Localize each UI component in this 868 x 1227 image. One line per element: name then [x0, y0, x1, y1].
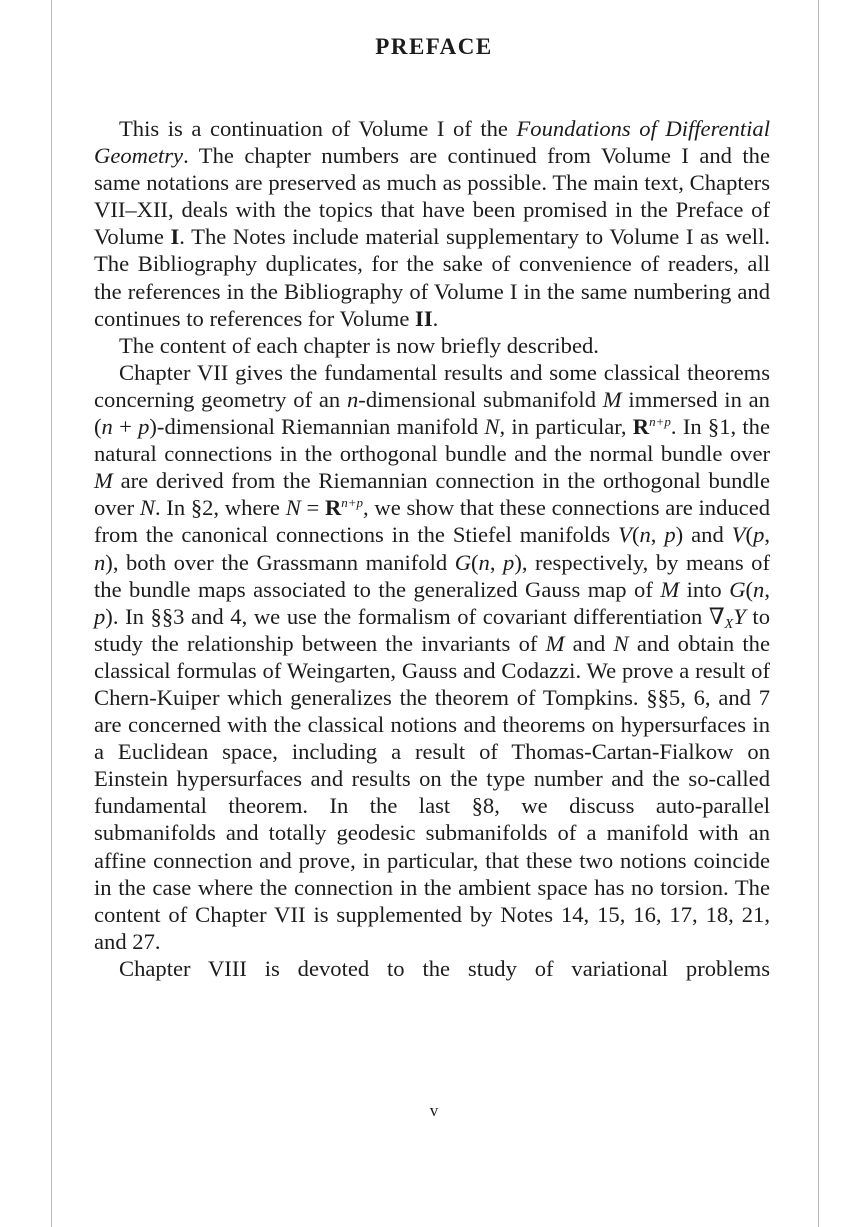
- text-run: . The chapter numbers are continued from Volume I and the same notations are preserved as much as possible. The main text, Chapters VII–XII, deals with the topics that have been promised in the Preface of Volume: [94, 143, 770, 250]
- paragraph: [94, 332, 770, 359]
- formatted-text: M: [94, 468, 113, 494]
- formatted-text: N: [285, 495, 301, 521]
- text-run: The content of each chapter is now briefly described.: [119, 332, 599, 358]
- formatted-text: n: [347, 386, 359, 412]
- text-run: ,: [764, 576, 770, 602]
- text-run: )-dimensional Riemannian manifold: [149, 414, 485, 440]
- text-run: into: [679, 576, 730, 602]
- text-run: (: [745, 522, 754, 548]
- text-run: Chapter VII gives the fundamental results and some classical theorems concerning geometry of an: [94, 359, 770, 412]
- formatted-text: M: [602, 386, 622, 412]
- formatted-text: R: [324, 495, 342, 521]
- formatted-text: G: [454, 549, 472, 575]
- formatted-text: n+p: [649, 414, 671, 430]
- text-run: (: [745, 576, 754, 602]
- text-run: ,: [489, 549, 504, 575]
- page-title: PREFACE: [375, 34, 493, 59]
- formatted-text: N: [613, 630, 629, 656]
- formatted-text: n: [639, 522, 651, 548]
- formatted-text: p: [94, 603, 106, 629]
- formatted-text: Y: [733, 603, 746, 629]
- formatted-text: V: [731, 522, 746, 548]
- text-run: +: [112, 414, 139, 440]
- text-run: to study the relationship between the invariants of: [94, 603, 770, 656]
- formatted-text: p: [503, 549, 515, 575]
- text-run: ) and: [675, 522, 732, 548]
- text-run: ). In §§3 and 4, we use the formalism of covariant differentiation ∇: [105, 603, 725, 629]
- paragraph: [94, 115, 770, 332]
- text-run: , in particular,: [499, 414, 633, 440]
- formatted-text: X: [724, 616, 734, 632]
- page-border-right: [818, 0, 819, 1227]
- text-run: and obtain the classical formulas of Weingarten, Gauss and Codazzi. We prove a result of Chern-Kuiper which generalizes the theorem of Tompkins. §§5, 6, and 7 are concerned with the classical notions and theorems on hypersurfaces in a Euclidean space, including a result of Thomas-Cartan-Fialkow on Einstein hypersurfaces and results on the type number and the so-called fundamental theorem. In the last §8, we discuss auto-parallel submanifolds and totally geodesic submanifolds of a manifold with an affine connection and prove, in particular, that these two notions coincide in the case where the connection in the ambient space has no torsion. The content of Chapter VII is supplemented by Notes 14, 15, 16, 17, 18, 21, and 27.: [94, 630, 770, 954]
- text-run: =: [300, 495, 325, 521]
- text-run: Chapter VIII is devoted to the study of variational problems: [119, 955, 770, 981]
- text-run: . The Notes include material supplementary to Volume I as well. The Bibliography duplicates, for the sake of convenience of readers, all the references in the Bibliography of Volume I in the same numbering and continues to references for Volume: [94, 224, 770, 331]
- text-run: (: [471, 549, 479, 575]
- formatted-text: n: [101, 414, 113, 440]
- page-number: v: [429, 1101, 439, 1120]
- preface-body: [94, 115, 770, 982]
- formatted-text: II: [415, 305, 433, 331]
- formatted-text: R: [632, 414, 650, 440]
- text-run: immersed in an (: [94, 386, 770, 440]
- page-border-left: [51, 0, 52, 1227]
- text-run: ), respectively, by means of the bundle maps associated to the generalized Gauss map of: [94, 549, 771, 602]
- formatted-text: Foundations of Differential Geometry: [94, 116, 770, 169]
- text-run: This is a continuation of Volume I of the: [119, 116, 517, 141]
- text-run: (: [631, 522, 640, 548]
- text-run: are derived from the Riemannian connection in the orthogonal bundle over: [94, 468, 770, 521]
- formatted-text: I: [170, 224, 180, 250]
- formatted-text: G: [729, 576, 746, 602]
- formatted-text: n: [753, 576, 765, 602]
- formatted-text: M: [660, 576, 680, 602]
- text-run: .: [432, 305, 439, 331]
- text-run: , we show that these connections are induced from the canonical connections in the Stiefel manifolds: [94, 495, 771, 548]
- text-run: ), both over the Grassmann manifold: [105, 549, 455, 575]
- formatted-text: n: [94, 549, 106, 575]
- text-run: ,: [650, 522, 665, 548]
- formatted-text: N: [139, 495, 155, 521]
- formatted-text: V: [618, 522, 632, 548]
- text-run: . In §1, the natural connections in the orthogonal bundle and the normal bundle over: [94, 414, 770, 467]
- formatted-text: p: [138, 414, 150, 440]
- formatted-text: n+p: [341, 495, 364, 511]
- text-run: -dimensional submanifold: [358, 386, 603, 412]
- formatted-text: p: [664, 522, 676, 548]
- formatted-text: n: [478, 549, 490, 575]
- formatted-text: M: [545, 630, 565, 656]
- formatted-text: p: [753, 522, 765, 548]
- paragraph: [94, 359, 770, 955]
- text-run: and: [564, 630, 614, 656]
- text-run: ,: [764, 522, 771, 548]
- text-run: . In §2, where: [154, 495, 286, 521]
- formatted-text: N: [484, 414, 500, 440]
- paragraph: [94, 955, 770, 982]
